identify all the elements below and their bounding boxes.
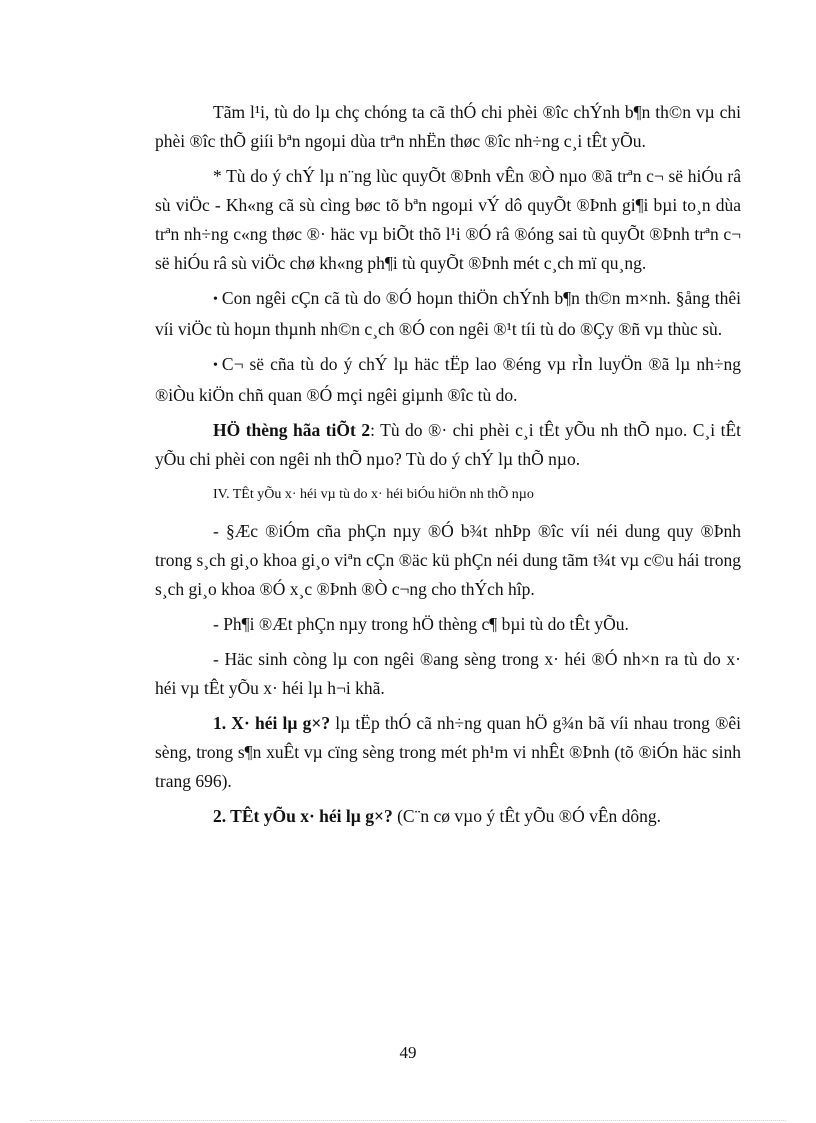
paragraph-section-features: - §Æc ®iÓm cña phÇn nµy ®Ó b¾t nhÞp ®îc víi néi dung quy ®Þnh trong s¸ch gi¸o khoa gi¸o viªn cÇn ®äc kü phÇn néi dung tãm t¾t vµ c©u hái trong s¸ch gi¸o khoa ®Ó x¸c ®Þnh ®Ò c¬ng cho thÝch hîp. (155, 521, 741, 599)
page-body (155, 98, 741, 837)
bullet-item-basis-of-free-will (155, 350, 741, 410)
bullet-text: C¬ së cña tù do ý chÝ lµ häc tËp lao ®éng vµ rÌn luyÖn ®ã lµ nh÷ng ®iÒu kiÖn chñ quan ®Ó mçi ngêi giµnh ®îc tù do. (155, 354, 741, 405)
paragraph-society-definition (155, 709, 741, 796)
paragraph-system-placement: - Ph¶i ®Æt phÇn nµy trong hÖ thèng c¶ bµi tù do tÊt yÕu. (213, 614, 629, 634)
social-necessity-question: 2. TÊt yÕu x· héi lµ g×? (213, 806, 393, 826)
lesson-summary-text: : Tù do ®· chi phèi c¸i tÊt yÕu nh thÕ nµo. C¸i tÊt yÕu chi phèi con ngêi nh thÕ nµo? Tù do ý chÝ lµ thÕ nµo. (155, 420, 741, 469)
page-bottom-divider (30, 1120, 786, 1121)
society-answer: lµ tËp thÓ cã nh÷ng quan hÖ g¾n bã víi nhau trong ®êi sèng, trong s¶n xuÊt vµ cïng sèng trong mét ph¹m vi nhÊt ®Þnh (tõ ®iÓn häc sinh trang 696). (155, 713, 741, 791)
lesson-summary-label: HÖ thèng hãa tiÕt 2 (213, 420, 371, 440)
paragraph-students: - Häc sinh còng lµ con ngêi ®ang sèng trong x· héi ®Ó nh×n ra tù do x· héi vµ tÊt yÕu x· héi lµ h¬i khã. (155, 649, 741, 698)
bullet-text: Con ngêi cÇn cã tù do ®Ó hoµn thiÖn chÝnh b¶n th©n m×nh. §ång thêi víi viÖc tù hoµn thµnh nh©n c¸ch ®Ó con ngêi ®¹t tíi tù do ®Çy ®ñ vµ thùc sù. (155, 288, 741, 339)
bullet-item-self-improvement (155, 284, 741, 344)
bullet-icon: • (213, 358, 218, 373)
bullet-icon: • (213, 292, 218, 307)
paragraph-free-will: * Tù do ý chÝ lµ n¨ng lùc quyÕt ®Þnh vÊn ®Ò nµo ®ã trªn c¬ së hiÓu râ sù viÖc - Kh«ng cã sù cìng bøc tõ bªn ngoµi vÝ dô quyÕt ®Þnh gi¶i bµi to¸n dùa trªn nh÷ng c«ng thøc ®· häc vµ biÕt thõ l¹i ®Ó râ ®óng sai tù quyÕt ®Þnh trªn c¬ së hiÓu râ sù viÖc chø kh«ng ph¶i tù quyÕt ®Þnh mét c¸ch mï qu¸ng. (155, 166, 741, 273)
paragraph-summary: Tãm l¹i, tù do lµ chç chóng ta cã thÓ chi phèi ®îc chÝnh b¶n th©n vµ chi phèi ®îc thÕ giíi bªn ngoµi dùa trªn nhËn thøc ®îc nh÷ng c¸i tÊt yÕu. (155, 102, 741, 151)
society-question: 1. X· héi lµ g×? (213, 713, 331, 733)
section-heading-iv: IV. TÊt yÕu x· héi vµ tù do x· héi biÓu hiÖn nh thÕ nµo (213, 487, 534, 502)
social-necessity-note: (C¨n cø vµo ý tÊt yÕu ®Ó vÊn dông. (392, 806, 662, 826)
paragraph-lesson-summary (155, 416, 741, 474)
paragraph-social-necessity (155, 802, 741, 831)
page-number: 49 (399, 1043, 417, 1062)
